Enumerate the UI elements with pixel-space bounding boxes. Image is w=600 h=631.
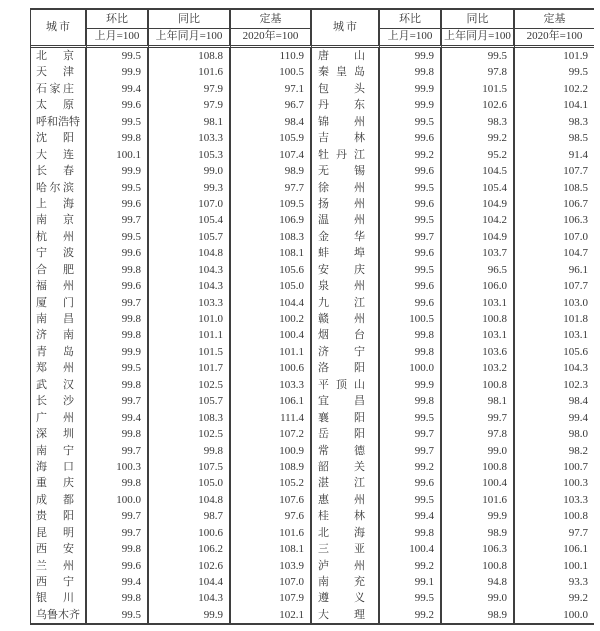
yoy-value-cell: 104.4 (149, 574, 231, 590)
tables-wrap (30, 8, 594, 625)
city-name-cell: 厦门 (31, 295, 87, 311)
yoy-value-cell: 98.9 (442, 525, 515, 541)
city-name-cell: 秦皇岛 (312, 64, 380, 80)
yoy-value-cell: 98.3 (442, 114, 515, 130)
mom-value-cell: 99.6 (380, 130, 442, 146)
mom-value-cell: 99.6 (380, 245, 442, 261)
mom-value-cell: 99.5 (380, 410, 442, 426)
city-name-cell: 济宁 (312, 344, 380, 360)
yoy-value-cell: 99.0 (149, 163, 231, 179)
base-value-cell: 100.2 (231, 311, 312, 327)
city-name-cell: 北海 (312, 525, 380, 541)
mom-value-cell: 99.6 (380, 295, 442, 311)
base-value-cell: 98.0 (568, 428, 588, 441)
base-value-cell: 107.7 (563, 280, 588, 293)
column-header-yoy: 同比 (149, 10, 231, 29)
city-name-cell: 贵阳 (31, 508, 87, 524)
yoy-value-cell: 103.3 (149, 130, 231, 146)
city-name-cell: 南京 (31, 212, 87, 228)
city-name-cell: 桂林 (312, 508, 380, 524)
city-name-cell: 青岛 (31, 344, 87, 360)
base-value-cell: 99.2 (568, 592, 588, 605)
city-name-cell: 惠州 (312, 492, 380, 508)
city-name-cell: 深圳 (31, 426, 87, 442)
base-value-cell: 108.5 (563, 181, 588, 194)
base-value-cell: 104.1 (563, 99, 588, 112)
base-value-cell: 107.7 (563, 165, 588, 178)
yoy-value-cell: 95.2 (442, 147, 515, 163)
yoy-value-cell: 106.0 (442, 278, 515, 294)
city-name-cell: 哈尔滨 (31, 180, 87, 196)
column-header-mom: 环比 (380, 10, 442, 29)
city-name-cell: 太原 (31, 97, 87, 113)
base-value-cell: 97.1 (231, 81, 312, 97)
column-header-mom: 环比 (87, 10, 149, 29)
yoy-value-cell: 103.7 (442, 245, 515, 261)
mom-value-cell: 99.6 (380, 475, 442, 491)
mom-value-cell: 99.1 (380, 574, 442, 590)
yoy-value-cell: 99.9 (442, 508, 515, 524)
base-value-cell: 104.3 (563, 362, 588, 375)
city-name-cell: 无锡 (312, 163, 380, 179)
mom-value-cell: 99.7 (87, 443, 149, 459)
mom-value-cell: 99.5 (87, 360, 149, 376)
base-value-cell: 101.6 (231, 525, 312, 541)
city-name-cell: 宜昌 (312, 393, 380, 409)
mom-value-cell: 99.8 (87, 130, 149, 146)
city-name-cell: 襄阳 (312, 410, 380, 426)
yoy-value-cell: 105.0 (149, 475, 231, 491)
mom-value-cell: 99.7 (87, 393, 149, 409)
base-value-cell: 105.2 (231, 475, 312, 491)
city-name-cell: 西宁 (31, 574, 87, 590)
yoy-value-cell: 103.3 (149, 295, 231, 311)
yoy-value-cell: 101.6 (149, 64, 231, 80)
city-name-cell: 长沙 (31, 393, 87, 409)
yoy-value-cell: 100.8 (442, 459, 515, 475)
yoy-value-cell: 100.8 (442, 377, 515, 393)
base-value-cell: 104.4 (231, 295, 312, 311)
city-name-cell: 呼和浩特 (31, 114, 87, 130)
city-name-cell: 金华 (312, 229, 380, 245)
city-name-cell: 牡丹江 (312, 147, 380, 163)
city-name-cell: 长春 (31, 163, 87, 179)
mom-value-cell: 99.5 (87, 114, 149, 130)
base-value-cell: 108.9 (231, 459, 312, 475)
yoy-value-cell: 105.4 (442, 180, 515, 196)
yoy-value-cell: 100.8 (442, 558, 515, 574)
base-value-cell: 101.1 (231, 344, 312, 360)
mom-value-cell: 99.5 (380, 492, 442, 508)
city-name-cell: 包头 (312, 81, 380, 97)
mom-value-cell: 99.5 (87, 48, 149, 64)
base-value-cell: 100.7 (563, 460, 588, 473)
yoy-value-cell: 104.8 (149, 245, 231, 261)
city-name-cell: 昆明 (31, 525, 87, 541)
mom-value-cell: 99.4 (87, 574, 149, 590)
yoy-value-cell: 108.8 (149, 48, 231, 64)
mom-value-cell: 99.9 (87, 344, 149, 360)
city-name-cell: 安庆 (312, 262, 380, 278)
city-name-cell: 徐州 (312, 180, 380, 196)
yoy-value-cell: 104.3 (149, 590, 231, 606)
base-value-cell: 101.8 (563, 313, 588, 325)
city-name-cell: 三亚 (312, 541, 380, 557)
yoy-value-cell: 101.5 (442, 81, 515, 97)
city-name-cell: 泉州 (312, 278, 380, 294)
mom-value-cell: 99.6 (380, 196, 442, 212)
yoy-value-cell: 97.9 (149, 97, 231, 113)
mom-value-cell: 99.5 (380, 590, 442, 606)
yoy-value-cell: 107.0 (149, 196, 231, 212)
yoy-value-cell: 100.4 (442, 475, 515, 491)
column-header-city: 城市 (31, 10, 87, 48)
yoy-value-cell: 101.5 (149, 344, 231, 360)
column-subheader-yoy: 上年同月=100 (442, 29, 515, 48)
base-value-cell: 100.1 (563, 559, 588, 572)
base-value-cell: 98.5 (568, 132, 588, 145)
city-name-cell: 南充 (312, 574, 380, 590)
base-value-cell: 99.4 (568, 411, 588, 424)
base-value-cell: 106.3 (563, 214, 588, 227)
base-value-cell: 104.7 (563, 247, 588, 260)
mom-value-cell: 99.8 (87, 426, 149, 442)
yoy-value-cell: 97.8 (442, 64, 515, 80)
mom-value-cell: 99.2 (380, 607, 442, 623)
city-name-cell: 重庆 (31, 475, 87, 491)
base-value-cell: 97.6 (231, 508, 312, 524)
base-value-cell: 103.0 (563, 296, 588, 309)
base-value-cell: 101.9 (563, 50, 588, 62)
base-value-cell: 96.1 (568, 263, 588, 276)
city-name-cell: 银川 (31, 590, 87, 606)
yoy-value-cell: 99.3 (149, 180, 231, 196)
city-name-cell: 泸州 (312, 558, 380, 574)
base-value-cell: 98.4 (231, 114, 312, 130)
yoy-value-cell: 99.7 (442, 410, 515, 426)
city-name-cell: 兰州 (31, 558, 87, 574)
mom-value-cell: 99.4 (380, 508, 442, 524)
mom-value-cell: 99.7 (87, 212, 149, 228)
city-name-cell: 福州 (31, 278, 87, 294)
yoy-value-cell: 98.9 (442, 607, 515, 623)
base-value-cell: 107.0 (563, 230, 588, 243)
column-subheader-yoy: 上年同月=100 (149, 29, 231, 48)
city-name-cell: 合肥 (31, 262, 87, 278)
yoy-value-cell: 104.2 (442, 212, 515, 228)
base-value-cell: 108.1 (231, 245, 312, 261)
base-value-cell: 97.7 (231, 180, 312, 196)
yoy-value-cell: 108.3 (149, 410, 231, 426)
base-value-cell: 105.9 (231, 130, 312, 146)
yoy-value-cell: 101.0 (149, 311, 231, 327)
mom-value-cell: 99.2 (380, 459, 442, 475)
yoy-value-cell: 102.5 (149, 426, 231, 442)
city-name-cell: 南宁 (31, 443, 87, 459)
mom-value-cell: 99.7 (87, 295, 149, 311)
base-value-cell: 98.2 (568, 444, 588, 457)
mom-value-cell: 99.8 (380, 327, 442, 343)
city-name-cell: 烟台 (312, 327, 380, 343)
yoy-value-cell: 106.2 (149, 541, 231, 557)
base-value-cell: 103.3 (563, 493, 588, 506)
yoy-value-cell: 101.1 (149, 327, 231, 343)
column-subheader-mom: 上月=100 (380, 29, 442, 48)
base-value-cell: 93.3 (568, 576, 588, 588)
yoy-value-cell: 102.6 (149, 558, 231, 574)
city-price-table-left (30, 8, 312, 625)
yoy-value-cell: 102.6 (442, 97, 515, 113)
mom-value-cell: 99.2 (380, 147, 442, 163)
mom-value-cell: 99.8 (380, 525, 442, 541)
base-value-cell: 105.6 (563, 345, 588, 358)
base-value-cell: 106.9 (231, 212, 312, 228)
mom-value-cell: 99.8 (87, 590, 149, 606)
yoy-value-cell: 97.9 (149, 81, 231, 97)
base-value-cell: 102.1 (231, 607, 312, 623)
mom-value-cell: 100.0 (380, 360, 442, 376)
base-value-cell: 108.1 (231, 541, 312, 557)
base-value-cell: 98.3 (568, 115, 588, 128)
mom-value-cell: 99.8 (87, 475, 149, 491)
city-name-cell: 上海 (31, 196, 87, 212)
city-name-cell: 温州 (312, 212, 380, 228)
yoy-value-cell: 94.8 (442, 574, 515, 590)
base-value-cell: 100.3 (563, 477, 588, 490)
city-name-cell: 唐山 (312, 48, 380, 64)
yoy-value-cell: 100.8 (442, 311, 515, 327)
city-name-cell: 乌鲁木齐 (31, 607, 87, 623)
city-name-cell: 广州 (31, 410, 87, 426)
base-value-cell: 108.3 (231, 229, 312, 245)
mom-value-cell: 99.5 (87, 180, 149, 196)
mom-value-cell: 99.6 (380, 163, 442, 179)
mom-value-cell: 99.7 (87, 508, 149, 524)
city-price-table-right (312, 8, 594, 625)
base-value-cell: 100.8 (563, 510, 588, 523)
column-subheader-base: 2020年=100 (515, 29, 594, 48)
mom-value-cell: 99.5 (380, 114, 442, 130)
yoy-value-cell: 104.5 (442, 163, 515, 179)
base-value-cell: 98.9 (231, 163, 312, 179)
yoy-value-cell: 106.3 (442, 541, 515, 557)
yoy-value-cell: 99.2 (442, 130, 515, 146)
yoy-value-cell: 99.5 (442, 48, 515, 64)
mom-value-cell: 99.7 (380, 229, 442, 245)
mom-value-cell: 99.5 (87, 607, 149, 623)
mom-value-cell: 99.6 (87, 196, 149, 212)
city-name-cell: 赣州 (312, 311, 380, 327)
mom-value-cell: 99.8 (380, 393, 442, 409)
base-value-cell: 107.0 (231, 574, 312, 590)
city-name-cell: 西安 (31, 541, 87, 557)
mom-value-cell: 99.5 (380, 180, 442, 196)
mom-value-cell: 100.0 (87, 492, 149, 508)
base-value-cell: 106.1 (563, 543, 588, 556)
base-value-cell: 98.4 (568, 395, 588, 408)
yoy-value-cell: 99.8 (149, 443, 231, 459)
city-name-cell: 济南 (31, 327, 87, 343)
yoy-value-cell: 101.6 (442, 492, 515, 508)
city-name-cell: 蚌埠 (312, 245, 380, 261)
city-name-cell: 大连 (31, 147, 87, 163)
base-value-cell: 106.1 (231, 393, 312, 409)
yoy-value-cell: 104.9 (442, 229, 515, 245)
base-value-cell: 107.2 (231, 426, 312, 442)
mom-value-cell: 99.7 (87, 525, 149, 541)
base-value-cell: 109.5 (231, 196, 312, 212)
base-value-cell: 107.6 (231, 492, 312, 508)
mom-value-cell: 99.6 (380, 278, 442, 294)
yoy-value-cell: 103.1 (442, 295, 515, 311)
base-value-cell: 105.6 (231, 262, 312, 278)
mom-value-cell: 99.8 (87, 262, 149, 278)
yoy-value-cell: 102.5 (149, 377, 231, 393)
base-value-cell: 100.9 (231, 443, 312, 459)
yoy-value-cell: 96.5 (442, 262, 515, 278)
mom-value-cell: 99.2 (380, 558, 442, 574)
base-value-cell: 111.4 (231, 410, 312, 426)
column-header-city: 城市 (312, 10, 380, 48)
mom-value-cell: 99.9 (87, 163, 149, 179)
base-value-cell: 102.3 (563, 378, 588, 391)
yoy-value-cell: 98.7 (149, 508, 231, 524)
mom-value-cell: 99.4 (87, 410, 149, 426)
yoy-value-cell: 103.1 (442, 327, 515, 343)
city-name-cell: 扬州 (312, 196, 380, 212)
city-name-cell: 沈阳 (31, 130, 87, 146)
yoy-value-cell: 105.3 (149, 147, 231, 163)
mom-value-cell: 99.8 (87, 311, 149, 327)
base-value-cell: 100.6 (231, 360, 312, 376)
base-value-cell: 107.4 (231, 147, 312, 163)
mom-value-cell: 100.4 (380, 541, 442, 557)
city-name-cell: 郑州 (31, 360, 87, 376)
mom-value-cell: 99.7 (380, 443, 442, 459)
city-name-cell: 武汉 (31, 377, 87, 393)
city-name-cell: 海口 (31, 459, 87, 475)
yoy-value-cell: 104.8 (149, 492, 231, 508)
mom-value-cell: 99.9 (380, 81, 442, 97)
base-value-cell: 91.4 (568, 148, 588, 161)
city-name-cell: 湛江 (312, 475, 380, 491)
city-name-cell: 平顶山 (312, 377, 380, 393)
base-value-cell: 105.0 (231, 278, 312, 294)
city-name-cell: 岳阳 (312, 426, 380, 442)
base-value-cell: 102.2 (563, 82, 588, 95)
mom-value-cell: 99.9 (380, 48, 442, 64)
mom-value-cell: 99.6 (87, 558, 149, 574)
base-value-cell: 103.3 (231, 377, 312, 393)
yoy-value-cell: 105.4 (149, 212, 231, 228)
mom-value-cell: 100.5 (380, 311, 442, 327)
base-value-cell: 110.9 (231, 48, 312, 64)
mom-value-cell: 99.8 (87, 541, 149, 557)
yoy-value-cell: 104.3 (149, 278, 231, 294)
mom-value-cell: 99.8 (380, 64, 442, 80)
yoy-value-cell: 100.6 (149, 525, 231, 541)
mom-value-cell: 99.6 (87, 97, 149, 113)
base-value-cell: 97.7 (568, 526, 588, 539)
yoy-value-cell: 105.7 (149, 229, 231, 245)
yoy-value-cell: 104.3 (149, 262, 231, 278)
city-name-cell: 宁波 (31, 245, 87, 261)
mom-value-cell: 99.8 (380, 344, 442, 360)
yoy-value-cell: 104.9 (442, 196, 515, 212)
column-header-yoy: 同比 (442, 10, 515, 29)
base-value-cell: 99.5 (568, 66, 588, 79)
mom-value-cell: 99.5 (380, 262, 442, 278)
city-name-cell: 杭州 (31, 229, 87, 245)
base-value-cell: 100.0 (563, 608, 588, 621)
column-subheader-base: 2020年=100 (231, 29, 312, 48)
city-name-cell: 石家庄 (31, 81, 87, 97)
mom-value-cell: 100.3 (87, 459, 149, 475)
city-name-cell: 天津 (31, 64, 87, 80)
city-name-cell: 常德 (312, 443, 380, 459)
mom-value-cell: 99.8 (87, 377, 149, 393)
mom-value-cell: 99.4 (87, 81, 149, 97)
city-name-cell: 南昌 (31, 311, 87, 327)
mom-value-cell: 99.9 (87, 64, 149, 80)
mom-value-cell: 99.5 (87, 229, 149, 245)
city-name-cell: 洛阳 (312, 360, 380, 376)
city-name-cell: 北京 (31, 48, 87, 64)
mom-value-cell: 99.9 (380, 377, 442, 393)
mom-value-cell: 99.6 (87, 245, 149, 261)
city-name-cell: 吉林 (312, 130, 380, 146)
mom-value-cell: 99.7 (380, 426, 442, 442)
yoy-value-cell: 101.7 (149, 360, 231, 376)
base-value-cell: 96.7 (231, 97, 312, 113)
yoy-value-cell: 99.9 (149, 607, 231, 623)
base-value-cell: 103.9 (231, 558, 312, 574)
yoy-value-cell: 99.0 (442, 443, 515, 459)
mom-value-cell: 99.5 (380, 212, 442, 228)
yoy-value-cell: 103.6 (442, 344, 515, 360)
city-name-cell: 丹东 (312, 97, 380, 113)
base-value-cell: 106.7 (563, 197, 588, 210)
city-name-cell: 成都 (31, 492, 87, 508)
base-value-cell: 107.9 (231, 590, 312, 606)
mom-value-cell: 99.6 (87, 278, 149, 294)
city-name-cell: 遵义 (312, 590, 380, 606)
column-header-base: 定基 (515, 10, 594, 29)
mom-value-cell: 100.1 (87, 147, 149, 163)
yoy-value-cell: 98.1 (149, 114, 231, 130)
column-subheader-mom: 上月=100 (87, 29, 149, 48)
mom-value-cell: 99.8 (87, 327, 149, 343)
city-name-cell: 韶关 (312, 459, 380, 475)
yoy-value-cell: 99.0 (442, 590, 515, 606)
base-value-cell: 103.1 (563, 329, 588, 342)
base-value-cell: 100.5 (231, 64, 312, 80)
city-name-cell: 大理 (312, 607, 380, 623)
city-name-cell: 锦州 (312, 114, 380, 130)
city-name-cell: 九江 (312, 295, 380, 311)
yoy-value-cell: 98.1 (442, 393, 515, 409)
yoy-value-cell: 105.7 (149, 393, 231, 409)
column-header-base: 定基 (231, 10, 312, 29)
yoy-value-cell: 97.8 (442, 426, 515, 442)
mom-value-cell: 99.9 (380, 97, 442, 113)
yoy-value-cell: 107.5 (149, 459, 231, 475)
base-value-cell: 100.4 (231, 327, 312, 343)
yoy-value-cell: 103.2 (442, 360, 515, 376)
